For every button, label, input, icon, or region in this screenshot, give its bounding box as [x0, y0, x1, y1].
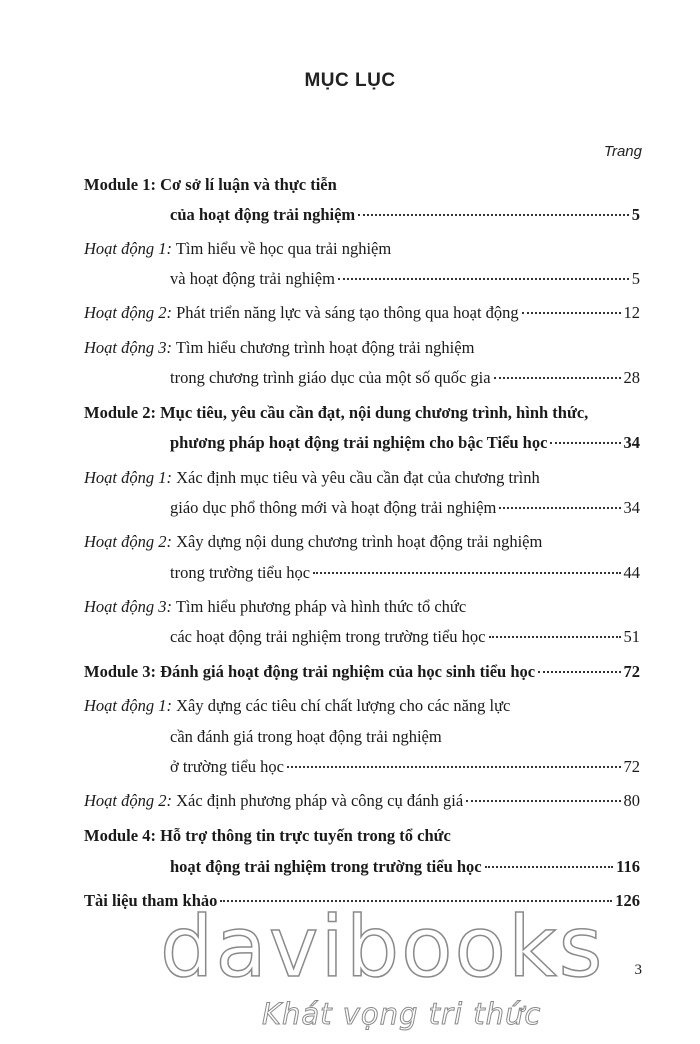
toc-activity-2-2	[84, 531, 542, 553]
toc-entry-text	[84, 302, 519, 324]
toc-entry-activity-1-2	[84, 302, 640, 324]
dot-leader	[466, 798, 620, 802]
toc-entry-activity-1-1	[170, 268, 640, 290]
toc-page: 44	[623, 563, 640, 582]
toc-entry-module-3	[84, 661, 640, 683]
toc-entry-activity-1-3	[170, 367, 640, 389]
toc-title-cont: trong chương trình giáo dục của một số quốc gia	[170, 368, 491, 387]
toc-entry-activity-3-1	[170, 756, 640, 778]
toc-page: 51	[623, 627, 640, 646]
toc-title: Tài liệu tham khảo	[84, 891, 218, 910]
toc-label: Module 2:	[84, 403, 156, 422]
dot-leader	[358, 212, 629, 216]
toc-page: 12	[623, 303, 640, 322]
toc-label: Hoạt động 2:	[84, 791, 172, 810]
toc-title-cont: và hoạt động trải nghiệm	[170, 269, 335, 288]
toc-title: Cơ sở lí luận và thực tiễn	[160, 175, 337, 194]
toc-title: Tìm hiểu phương pháp và hình thức tổ chức	[175, 597, 467, 616]
dot-leader	[494, 375, 621, 379]
page-column-label: Trang	[603, 143, 642, 160]
toc-activity-1-1	[84, 238, 391, 260]
toc-title: Xác định phương pháp và công cụ đánh giá	[176, 791, 464, 810]
toc-page: 116	[616, 857, 640, 876]
toc-entry-activity-3-2	[84, 790, 640, 812]
toc-title: Đánh giá hoạt động trải nghiệm của học sinh tiểu học	[160, 662, 536, 681]
toc-title: Xác định mục tiêu và yêu cầu cần đạt của chương trình	[176, 468, 540, 487]
toc-label: Module 1:	[84, 175, 156, 194]
dot-leader	[287, 764, 621, 768]
toc-title: Tìm hiểu chương trình hoạt động trải nghiệm	[175, 338, 475, 357]
toc-title: Phát triển năng lực và sáng tạo thông qua hoạt động	[176, 303, 519, 322]
toc-title-cont: các hoạt động trải nghiệm trong trường tiểu học	[170, 627, 486, 646]
toc-page: 126	[615, 891, 640, 910]
toc-module-1	[84, 174, 337, 196]
toc-entry-activity-2-1	[170, 497, 640, 519]
page-title: MỤC LỤC	[304, 70, 396, 91]
dot-leader	[489, 634, 621, 638]
toc-label: Hoạt động 2:	[84, 303, 172, 322]
toc-page: 80	[623, 791, 640, 810]
toc-module-2	[84, 402, 588, 424]
dot-leader	[522, 310, 621, 314]
toc-entry-module-4	[170, 856, 640, 878]
toc-page: 34	[623, 433, 640, 452]
toc-title-cont: hoạt động trải nghiệm trong trường tiểu học	[170, 857, 482, 876]
toc-title-cont: trong trường tiểu học	[170, 563, 311, 582]
toc-label: Hoạt động 1:	[84, 468, 172, 487]
toc-label: Hoạt động 3:	[84, 338, 172, 357]
toc-title: Xây dựng nội dung chương trình hoạt động trải nghiệm	[176, 532, 543, 551]
dot-leader	[313, 570, 620, 574]
toc-label: Hoạt động 3:	[84, 597, 172, 616]
toc-entry-activity-2-3	[170, 626, 640, 648]
toc-title-cont: giáo dục phổ thông mới và hoạt động trải nghiệm	[170, 498, 497, 517]
toc-module-4	[84, 825, 451, 847]
toc-page: 72	[623, 662, 640, 681]
toc-entry-module-1	[170, 204, 640, 226]
toc-entry-activity-2-2	[170, 562, 640, 584]
watermark-brand: davibooks	[160, 898, 605, 996]
toc-title-cont: cần đánh giá trong hoạt động trải nghiệm	[170, 727, 442, 746]
dot-leader	[338, 276, 629, 280]
toc-activity-3-1	[84, 695, 510, 717]
toc-title: Xây dựng các tiêu chí chất lượng cho các năng lực	[176, 696, 511, 715]
toc-page: 72	[623, 757, 640, 776]
toc-label: Module 3:	[84, 662, 156, 681]
toc-title-cont: ở trường tiểu học	[170, 757, 284, 776]
toc-entry-text	[84, 661, 535, 683]
toc-activity-2-3	[84, 596, 466, 618]
toc-entry-text	[84, 790, 463, 812]
toc-label: Hoạt động 1:	[84, 696, 172, 715]
dot-leader	[499, 505, 620, 509]
toc-activity-1-3	[84, 337, 474, 359]
toc-activity-3-1-line2	[170, 726, 442, 748]
dot-leader	[550, 440, 620, 444]
watermark-slogan: Khát vọng tri thức	[262, 997, 542, 1031]
toc-title-cont: phương pháp hoạt động trải nghiệm cho bậc Tiểu học	[170, 433, 548, 452]
toc-label: Hoạt động 2:	[84, 532, 172, 551]
toc-title-cont: của hoạt động trải nghiệm	[170, 205, 356, 224]
toc-title: Mục tiêu, yêu cầu cần đạt, nội dung chương trình, hình thức,	[160, 403, 589, 422]
toc-label: Hoạt động 1:	[84, 239, 172, 258]
toc-page: 5	[631, 205, 640, 224]
toc-title: Tìm hiểu về học qua trải nghiệm	[175, 239, 392, 258]
toc-page: 34	[623, 498, 640, 517]
toc-page: 5	[631, 269, 640, 288]
toc-activity-2-1	[84, 467, 540, 489]
page-number: 3	[634, 962, 642, 978]
toc-entry-module-2	[170, 432, 640, 454]
toc-label: Module 4:	[84, 826, 156, 845]
toc-title: Hỗ trợ thông tin trực tuyến trong tổ chức	[160, 826, 451, 845]
dot-leader	[538, 669, 620, 673]
dot-leader	[485, 864, 614, 868]
toc-page: 28	[623, 368, 640, 387]
